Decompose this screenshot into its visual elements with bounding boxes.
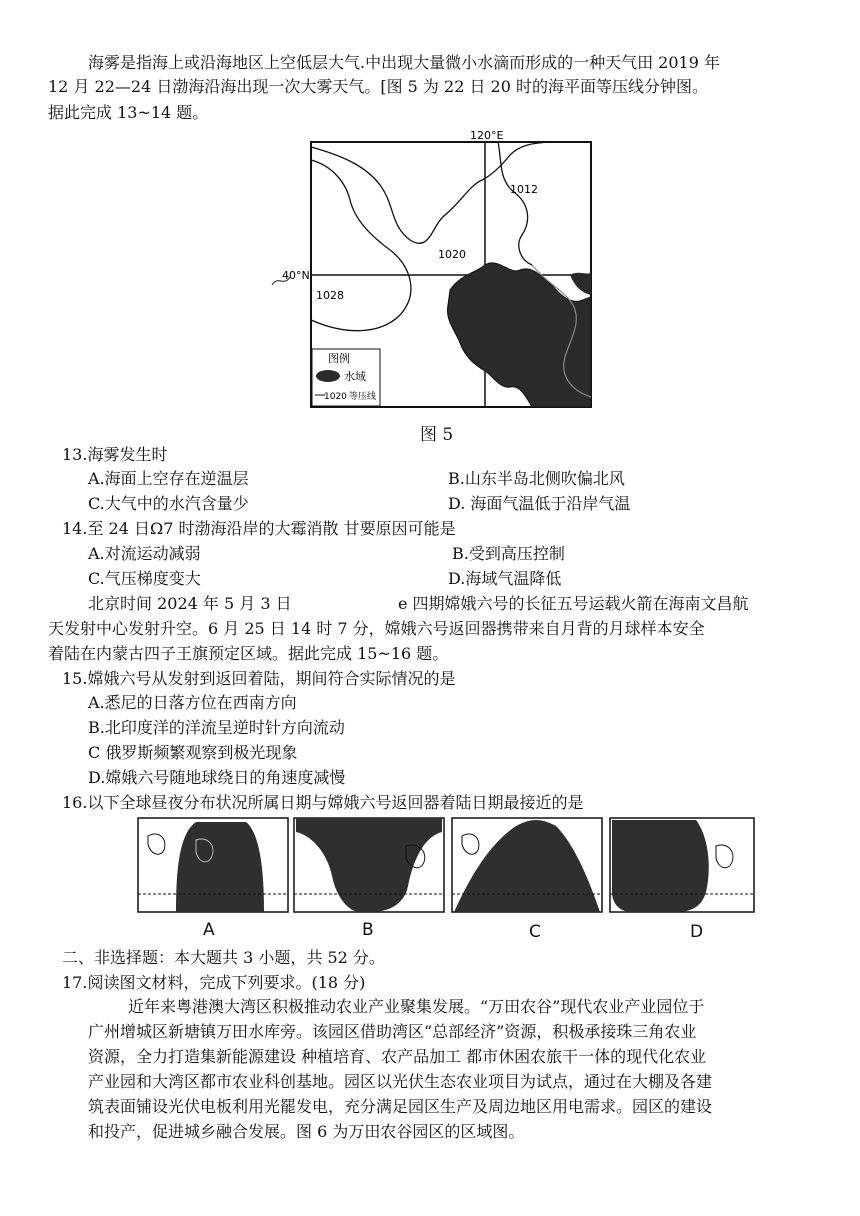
globe-panel-d [610, 818, 754, 912]
globe-label-a[interactable]: A [203, 920, 215, 940]
q17-para-6: 和投产，促进城乡融合发展。图 6 为万田农谷园区的区域图。 [88, 1122, 525, 1141]
intro2-line-2: 天发射中心发射升空。6 月 25 日 14 时 7 分，嫦娥六号返回器携带来自月背的月球样本安全 [48, 619, 705, 638]
intro-line-1: 海雾是指海上或沿海地区上空低层大气.中出现大量微小水滴而形成的一种天气田 2019 年 [88, 53, 720, 72]
intro-line-3: 据此完成 13~14 题。 [48, 103, 209, 122]
q14-stem: 14.至 24 日Ω7 时渤海沿岸的大霉消散 甘要原因可能是 [62, 519, 456, 538]
part2-heading: 二、非选择题：本大题共 3 小题，共 52 分。 [62, 948, 385, 967]
q16-stem: 16.以下全球昼夜分布状况所属日期与嫦娥六号返回器着陆日期最接近的是 [62, 793, 584, 812]
q13-option-c[interactable]: C.大气中的水汽含量少 [88, 494, 249, 513]
legend-isobar-value: 1020 [324, 392, 347, 402]
legend-title: 图例 [328, 352, 350, 365]
lon-label: 120°E [470, 129, 504, 142]
q17-para-5: 筑表面铺设光伏电板利用光罷发电，充分满足园区生产及周边地区用电需求。园区的建设 [88, 1097, 713, 1116]
isobar-1028-label: 1028 [316, 289, 344, 302]
intro2-line-3: 着陆在内蒙古四子王旗预定区域。据此完成 15~16 题。 [48, 644, 449, 663]
q13-option-b[interactable]: B.山东半岛北侧吹偏北风 [448, 469, 625, 488]
q17-para-1: 近年来粤港澳大湾区积极推动农业产业聚集发展。“万田农谷”现代农业产业园位于 [128, 997, 705, 1016]
q15-option-c[interactable]: C 俄罗斯频繁观察到极光现象 [88, 743, 298, 762]
q15-option-d[interactable]: D.嫦娥六号随地球绕日的角速度减慢 [88, 768, 346, 787]
globe-panel-b [294, 818, 444, 912]
q17-para-2: 广州增城区新塘镇万田水库旁。该园区借助湾区“总部经济”资源，积极承接珠三角农业 [88, 1022, 697, 1041]
figure5-map [270, 125, 610, 420]
lat-label: 40°N [282, 269, 310, 282]
isobar-1012-label: 1012 [510, 183, 538, 196]
globe-panel-c [452, 818, 602, 912]
q17-stem: 17.阅读图文材料，完成下列要求。(18 分) [62, 973, 366, 992]
q14-option-b[interactable]: B.受到高压控制 [452, 544, 565, 563]
legend-water-swatch [316, 370, 340, 382]
intro2-line-1b: e 四期嫦娥六号的长征五号运载火箭在海南文昌航 [398, 594, 749, 613]
globe-label-b[interactable]: B [362, 920, 374, 940]
globe-label-d[interactable]: D [690, 922, 704, 942]
q15-option-a[interactable]: A.悉尼的日落方位在西南方向 [88, 693, 297, 712]
q14-option-c[interactable]: C.气压梯度变大 [88, 569, 201, 588]
legend-water-label: 水域 [344, 370, 366, 383]
legend-isobar-label: 等压线 [349, 392, 377, 402]
q17-para-4: 产业园和大湾区都市农业科创基地。园区以光伏生态农业项目为试点，通过在大棚及各建 [88, 1072, 713, 1091]
q14-option-a[interactable]: A.对流运动减弱 [88, 544, 201, 563]
q17-para-3: 资源，全力打造集新能源建设 种植培育、农产品加工 都市休困农旅干一体的现代化农业 [88, 1047, 707, 1066]
q13-stem: 13.海雾发生时 [62, 445, 168, 464]
globe-panel-a [138, 818, 288, 912]
q15-stem: 15.嫦娥六号从发射到返回着陆，期间符合实际情况的是 [62, 669, 456, 688]
q15-option-b[interactable]: B.北印度洋的洋流呈逆时针方向流动 [88, 718, 345, 737]
figure5-caption: 图 5 [420, 425, 454, 445]
q13-option-a[interactable]: A.海面上空存在逆温层 [88, 469, 249, 488]
intro2-line-1a: 北京时间 2024 年 5 月 3 日 [88, 594, 292, 613]
day-night-maps [136, 816, 756, 916]
globe-label-c[interactable]: C [529, 922, 541, 942]
intro-line-2: 12 月 22—24 日渤海沿海出现一次大雾天气。[图 5 为 22 日 20 时的海平面等压线分钟图。 [48, 77, 708, 96]
q13-option-d[interactable]: D. 海面气温低于沿岸气温 [448, 494, 631, 513]
isobar-1020-label: 1020 [438, 248, 466, 261]
q14-option-d[interactable]: D.海域气温降低 [448, 569, 562, 588]
